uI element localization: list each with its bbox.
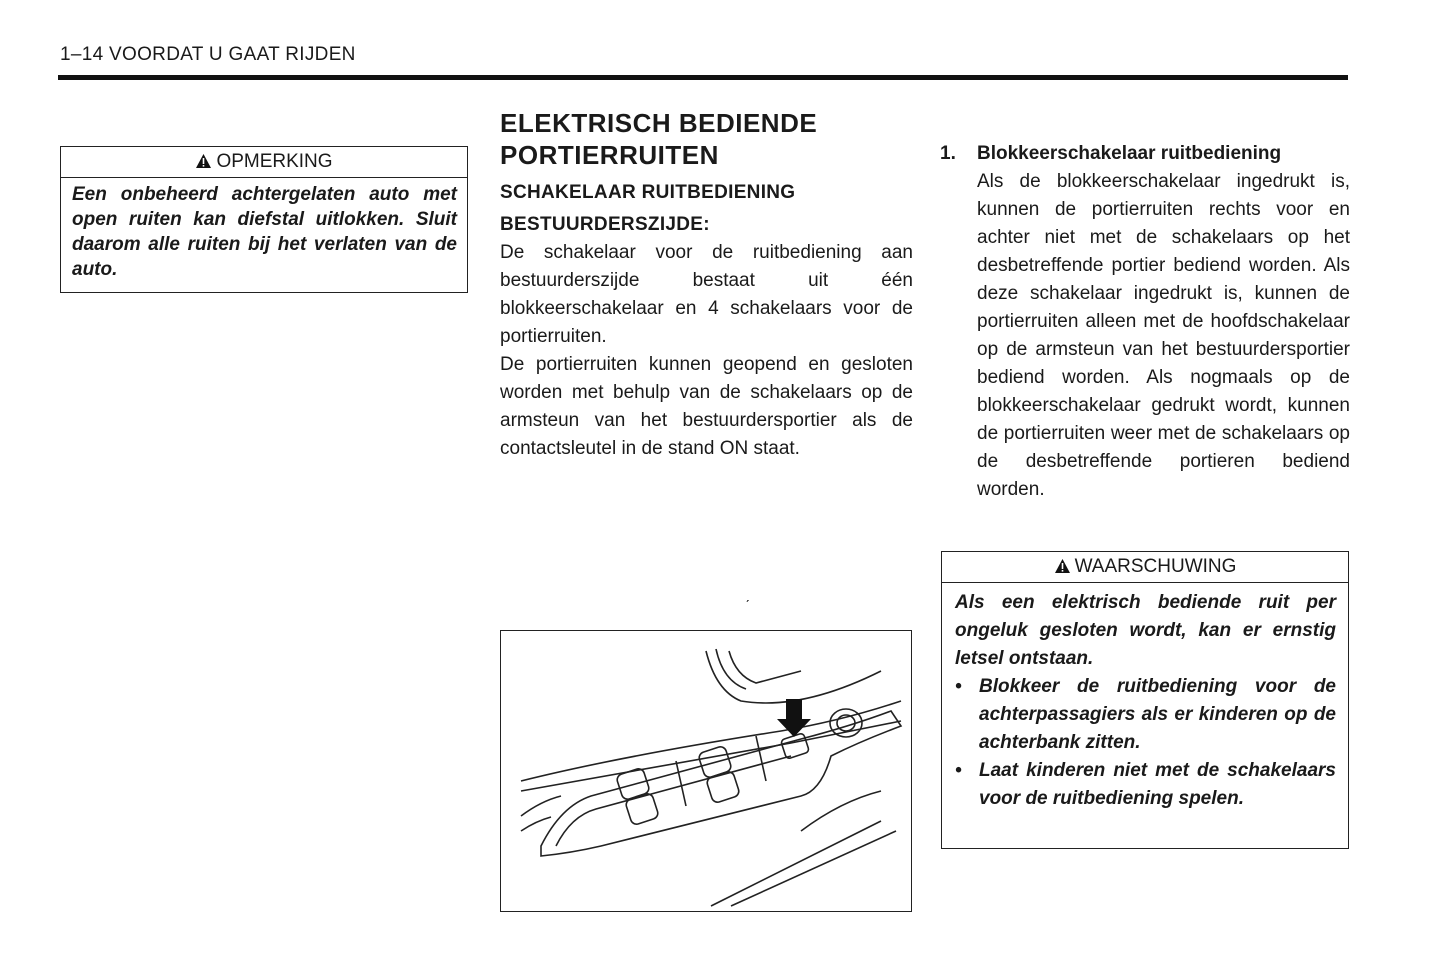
section-subtitle-2: BESTUURDERSZIJDE: <box>500 214 710 235</box>
header-rule <box>58 75 1348 80</box>
warning-title-bar <box>942 552 1348 583</box>
note-title-bar <box>61 147 467 178</box>
item-number: 1. <box>940 143 956 164</box>
bullet-dot: • <box>955 676 962 697</box>
section-paragraph-2: De portierruiten kunnen geopend en gesloten worden met behulp van de schakelaars op de armsteun van het bestuurdersportier als de contactsleutel in de stand ON staat. <box>500 354 913 459</box>
warning-triangle-icon <box>1054 554 1071 584</box>
item-heading <box>940 140 1350 168</box>
warning-bullet <box>955 757 1336 813</box>
warning-triangle-icon <box>195 149 212 179</box>
note-body: Een onbeheerd achtergelaten auto met open ruiten kan diefstal uitlokken. Sluit daarom alle ruiten bij het verlaten van de auto. <box>72 184 457 280</box>
section-title: ELEKTRISCH BEDIENDE PORTIERRUITEN <box>500 108 818 170</box>
switch-panel-drawing <box>501 631 911 911</box>
note-box <box>60 146 468 293</box>
warning-bullet-text: Laat kinderen niet met de schakelaars voor de ruitbediening spelen. <box>979 760 1336 809</box>
item-column <box>940 140 1350 504</box>
stray-mark: ˏ <box>745 586 750 602</box>
warning-intro: Als een elektrisch bediende ruit per ongeluk gesloten wordt, kan er ernstig letsel ontstaan. <box>955 592 1336 669</box>
warning-bullet-text: Blokkeer de ruitbediening voor de achterpassagiers als er kinderen op de achterbank zitten. <box>979 676 1336 753</box>
section-paragraph-1: De schakelaar voor de ruitbediening aan bestuurderszijde bestaat uit één blokkeerschakelaar en 4 schakelaars voor de portierruiten. <box>500 242 913 347</box>
warning-box <box>941 551 1349 849</box>
note-title: OPMERKING <box>216 151 333 172</box>
page-header: 1–14 VOORDAT U GAAT RIJDEN <box>60 44 356 65</box>
warning-title: WAARSCHUWING <box>1074 556 1237 577</box>
section-column <box>500 107 913 463</box>
item-body: Als de blokkeerschakelaar ingedrukt is, kunnen de portierruiten rechts voor en achter niet met de schakelaars op het desbetreffende portier bediend worden. Als deze schakelaar ingedrukt is, kunnen de portierruiten alleen met de hoofdschakelaar op de armsteun van het bestuurdersportier bediend worden. Als nogmaals op de blokkeerschakelaar gedrukt wordt, kunnen de portierruiten weer met de schakelaars op de desbetreffende portieren bediend worden. <box>977 171 1350 500</box>
switch-panel-illustration <box>500 630 912 912</box>
section-subtitle-1: SCHAKELAAR RUITBEDIENING <box>500 182 796 203</box>
warning-bullet <box>955 673 1336 757</box>
item-title: Blokkeerschakelaar ruitbediening <box>977 143 1282 164</box>
bullet-dot: • <box>955 760 962 781</box>
warning-body <box>942 583 1348 813</box>
